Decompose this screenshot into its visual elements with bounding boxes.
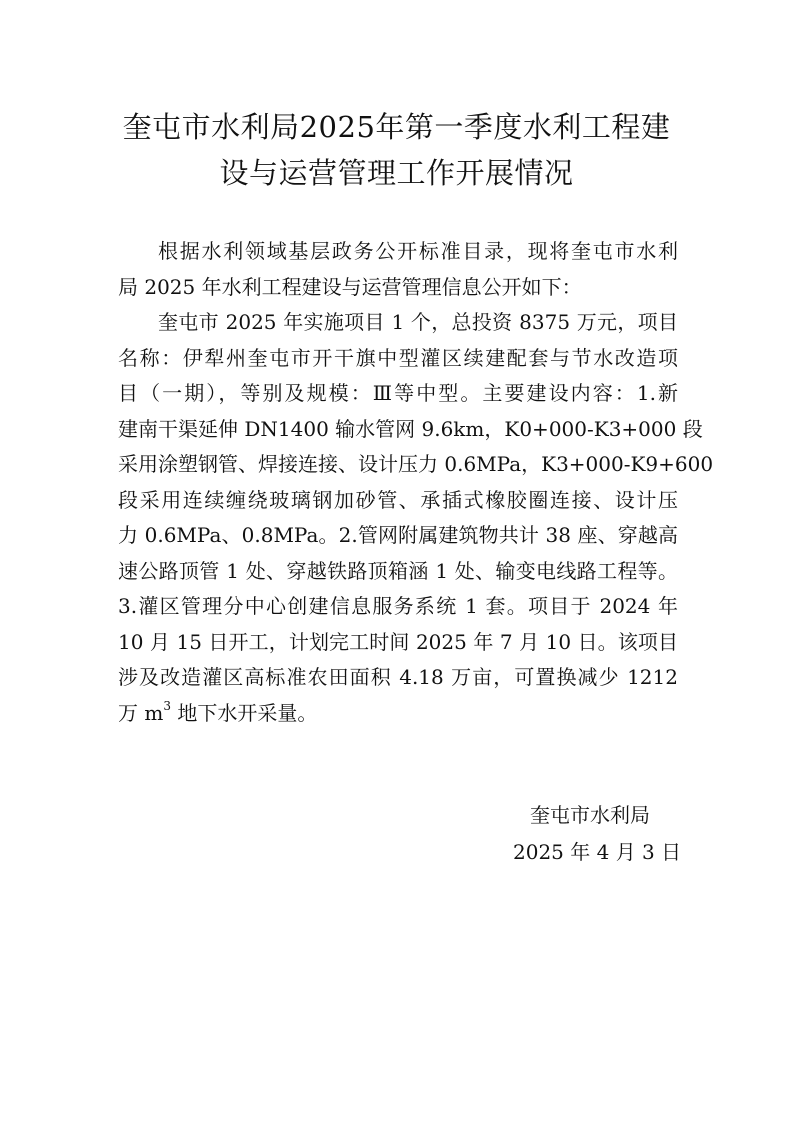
paragraph-2-line: 10 月 15 日开工，计划完工时间 2025 年 7 月 10 日。该项目 xyxy=(118,629,678,654)
paragraph-2-last-line xyxy=(118,696,678,732)
signature-organization: 奎屯市水利局 xyxy=(530,803,650,827)
paragraph-2-line: 目（一期），等别及规模：Ⅲ等中型。主要建设内容：1.新 xyxy=(118,381,678,405)
document-title-line-1: 奎屯市水利局2025年第一季度水利工程建 xyxy=(122,110,671,144)
paragraph-1-line: 局 2025 年水利工程建设与运营管理信息公开如下： xyxy=(118,274,582,299)
paragraph-2-line: 名称：伊犁州奎屯市开干旗中型灌区续建配套与节水改造项 xyxy=(118,345,678,370)
document-title-line-2: 设与运营管理工作开展情况 xyxy=(219,156,574,190)
document-body xyxy=(118,234,714,731)
paragraph-2-line: 段采用连续缠绕玻璃钢加砂管、承插式橡胶圈连接、设计压 xyxy=(118,487,678,512)
paragraph-2-last-line-start: 万 m xyxy=(118,700,164,725)
paragraph-1-line: 根据水利领域基层政务公开标准目录，现将奎屯市水利 xyxy=(158,239,678,263)
paragraph-2-line: 速公路顶管 1 处、穿越铁路顶箱涵 1 处、输变电线路工程等。 xyxy=(118,558,678,583)
paragraph-2-line: 建南干渠延伸 DN1400 输水管网 9.6km，K0+000-K3+000 段 xyxy=(118,416,703,441)
signature-date: 2025 年 4 月 3 日 xyxy=(513,840,682,864)
paragraph-2-line: 3.灌区管理分中心创建信息服务系统 1 套。项目于 2024 年 xyxy=(118,594,678,618)
superscript-exponent: 3 xyxy=(163,698,171,713)
paragraph-2-line: 力 0.6MPa、0.8MPa。2.管网附属建筑物共计 38 座、穿越高 xyxy=(118,523,678,547)
paragraph-2-line: 采用涂塑钢管、焊接连接、设计压力 0.6MPa，K3+000-K9+600 xyxy=(118,452,714,476)
paragraph-2-last-line-end: 地下水开采量。 xyxy=(170,700,318,725)
paragraph-2-line: 奎屯市 2025 年实施项目 1 个，总投资 8375 万元，项目 xyxy=(158,310,678,334)
paragraph-2-line: 涉及改造灌区高标准农田面积 4.18 万亩，可置换减少 1212 xyxy=(118,665,678,689)
